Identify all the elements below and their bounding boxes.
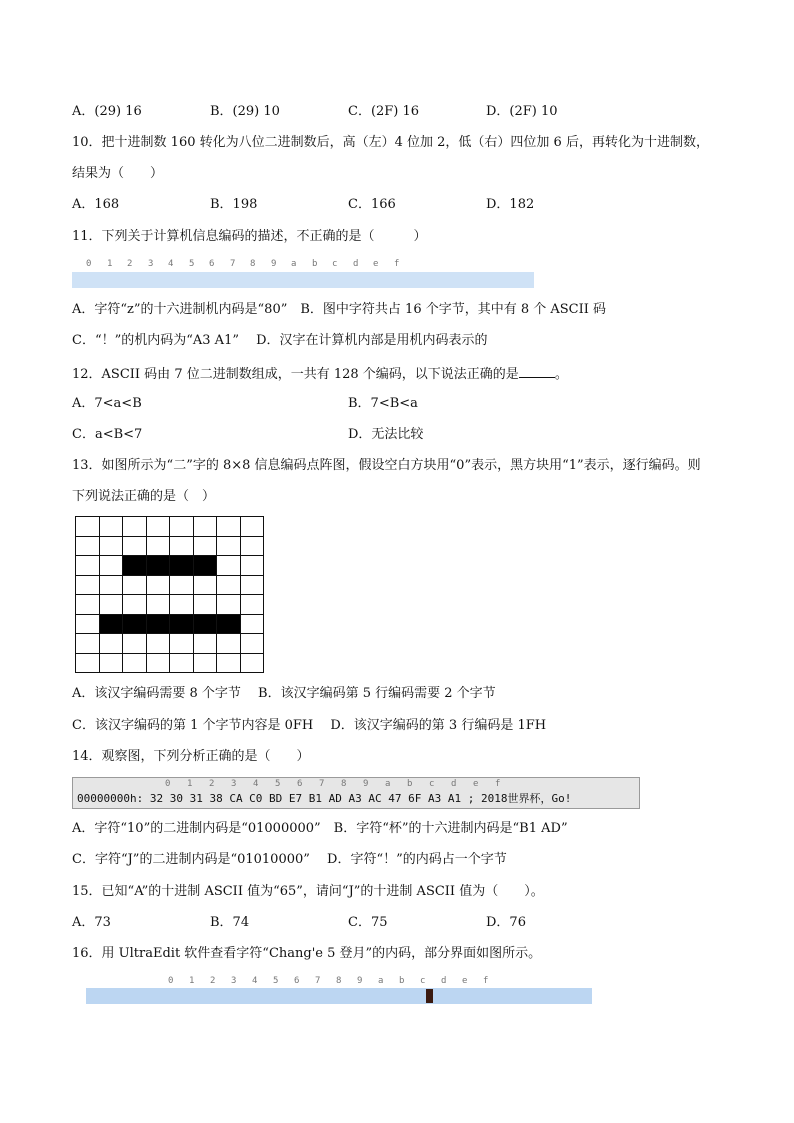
grid-cell — [170, 615, 194, 635]
q14-hex-viewer — [72, 777, 640, 809]
q14-options-line2: C．字符“J”的二进制内码是“01010000” D．字符“！”的内码占一个字节 — [72, 852, 507, 867]
grid-cell — [241, 537, 265, 557]
grid-cell — [100, 615, 124, 635]
grid-cell — [147, 556, 171, 576]
grid-cell — [241, 595, 265, 615]
grid-cell — [194, 654, 218, 674]
grid-cell — [76, 615, 100, 635]
q16-hex-header: 0 1 2 3 4 5 6 7 8 9 a b c d e f — [86, 975, 592, 988]
grid-cell — [76, 576, 100, 596]
grid-cell — [123, 537, 147, 557]
q14-hex-row: 00000000h: 32 30 31 38 CA C0 BD E7 B1 AD A3 AC 47 6F A3 A1 ; 2018世界杯，Go! — [77, 792, 572, 805]
grid-cell — [76, 654, 100, 674]
grid-cell — [217, 654, 241, 674]
q13-options-line1: A．该汉字编码需要 8 个字节 B．该汉字编码第 5 行编码需要 2 个字节 — [72, 686, 496, 701]
q9-option-c: C．(2F) 16 — [348, 104, 420, 119]
grid-cell — [123, 576, 147, 596]
grid-cell — [100, 556, 124, 576]
grid-cell — [194, 615, 218, 635]
q15-option-a: A．73 — [72, 915, 111, 930]
grid-cell — [217, 595, 241, 615]
q12-option-d: D．无法比较 — [348, 427, 424, 442]
q10-stem-line2: 结果为（ ） — [72, 166, 164, 181]
grid-cell — [217, 615, 241, 635]
grid-cell — [170, 576, 194, 596]
grid-cell — [170, 595, 194, 615]
grid-cell — [194, 634, 218, 654]
q14-stem: 14．观察图，下列分析正确的是（ ） — [72, 749, 310, 764]
grid-cell — [76, 556, 100, 576]
q13-options-line2: C．该汉字编码的第 1 个字节内容是 0FH D．该汉字编码的第 3 行编码是 1FH — [72, 718, 547, 733]
dot-matrix-grid — [75, 516, 264, 673]
q11-hex-row — [72, 272, 534, 288]
q15-option-c: C．75 — [348, 915, 388, 930]
grid-cell — [123, 654, 147, 674]
grid-cell — [241, 576, 265, 596]
q12-stem-end: 。 — [554, 367, 568, 382]
grid-cell — [217, 634, 241, 654]
grid-cell — [194, 537, 218, 557]
grid-cell — [100, 595, 124, 615]
q16-hex-row — [86, 988, 592, 1004]
q12-option-c: C．a<B<7 — [72, 427, 143, 442]
grid-cell — [147, 576, 171, 596]
grid-cell — [123, 517, 147, 537]
q14-options-line1: A．字符“10”的二进制内码是“01000000” B．字符“杯”的十六进制内码是“B1 AD” — [72, 821, 568, 836]
grid-cell — [170, 654, 194, 674]
grid-cell — [170, 537, 194, 557]
q13-stem-line2: 下列说法正确的是（ ） — [72, 489, 216, 504]
q11-hex-viewer — [72, 258, 534, 288]
q10-option-a: A．168 — [72, 197, 120, 212]
q9-option-a: A．(29) 16 — [72, 104, 142, 119]
q11-options-line1: A．字符“z”的十六进制机内码是“80” B．图中字符共占 16 个字节，其中有 8 个 ASCII 码 — [72, 302, 607, 317]
q10-option-b: B．198 — [210, 197, 258, 212]
q14-hex-header: 0 1 2 3 4 5 6 7 8 9 a b c d e f — [73, 778, 639, 791]
q10-option-d: D．182 — [486, 197, 535, 212]
grid-cell — [76, 537, 100, 557]
q15-option-d: D．76 — [486, 915, 526, 930]
q12-stem-text: 12．ASCII 码由 7 位二进制数组成，一共有 128 个编码，以下说法正确的是 — [72, 367, 519, 382]
grid-cell — [194, 595, 218, 615]
grid-cell — [76, 595, 100, 615]
grid-cell — [170, 556, 194, 576]
grid-cell — [217, 556, 241, 576]
grid-cell — [241, 634, 265, 654]
grid-cell — [100, 517, 124, 537]
q16-hex-bytes — [88, 1004, 413, 1005]
grid-cell — [147, 634, 171, 654]
grid-cell — [147, 595, 171, 615]
grid-cell — [123, 615, 147, 635]
q15-option-b: B．74 — [210, 915, 250, 930]
q12-stem — [72, 365, 568, 383]
grid-cell — [194, 576, 218, 596]
grid-cell — [170, 634, 194, 654]
q10-stem-line1: 10．把十进制数 160 转化为八位二进制数后，高（左）4 位加 2，低（右）四位加 6 后，再转化为十进制数， — [72, 135, 709, 150]
q16-stem: 16．用 UltraEdit 软件查看字符“Chang'e 5 登月”的内码，部分界面如图所示。 — [72, 946, 542, 961]
q12-option-a: A．7<a<B — [72, 396, 142, 411]
grid-cell — [217, 517, 241, 537]
grid-cell — [241, 517, 265, 537]
q10-option-c: C．166 — [348, 197, 396, 212]
q16-hex-viewer — [86, 975, 592, 1005]
grid-cell — [100, 654, 124, 674]
grid-cell — [147, 615, 171, 635]
q12-option-b: B．7<B<a — [348, 396, 418, 411]
grid-cell — [100, 576, 124, 596]
grid-cell — [123, 556, 147, 576]
grid-cell — [76, 517, 100, 537]
q9-option-b: B．(29) 10 — [210, 104, 280, 119]
grid-cell — [76, 634, 100, 654]
grid-cell — [123, 634, 147, 654]
grid-cell — [147, 517, 171, 537]
text-cursor — [426, 989, 433, 1003]
grid-cell — [170, 517, 194, 537]
q9-option-d: D．(2F) 10 — [486, 104, 558, 119]
q11-hex-header: 0 1 2 3 4 5 6 7 8 9 a b c d e f — [72, 258, 534, 271]
grid-cell — [100, 537, 124, 557]
grid-cell — [123, 595, 147, 615]
grid-cell — [217, 537, 241, 557]
q11-options-line2: C．“！”的机内码为“A3 A1” D．汉字在计算机内部是用机内码表示的 — [72, 333, 488, 348]
q13-stem-line1: 13．如图所示为“二”字的 8×8 信息编码点阵图，假设空白方块用“0”表示，黑方块用“1”表示，逐行编码。则 — [72, 458, 701, 473]
grid-cell — [241, 615, 265, 635]
grid-cell — [100, 634, 124, 654]
answer-blank — [519, 365, 555, 378]
grid-cell — [241, 654, 265, 674]
grid-cell — [194, 517, 218, 537]
grid-cell — [217, 576, 241, 596]
grid-cell — [194, 556, 218, 576]
q11-stem: 11．下列关于计算机信息编码的描述，不正确的是（ ） — [72, 229, 427, 244]
grid-cell — [241, 556, 265, 576]
grid-cell — [147, 654, 171, 674]
grid-cell — [147, 537, 171, 557]
q15-stem: 15．已知“A”的十进制 ASCII 值为“65”，请问“J”的十进制 ASCII 值为（ ）。 — [72, 884, 544, 899]
